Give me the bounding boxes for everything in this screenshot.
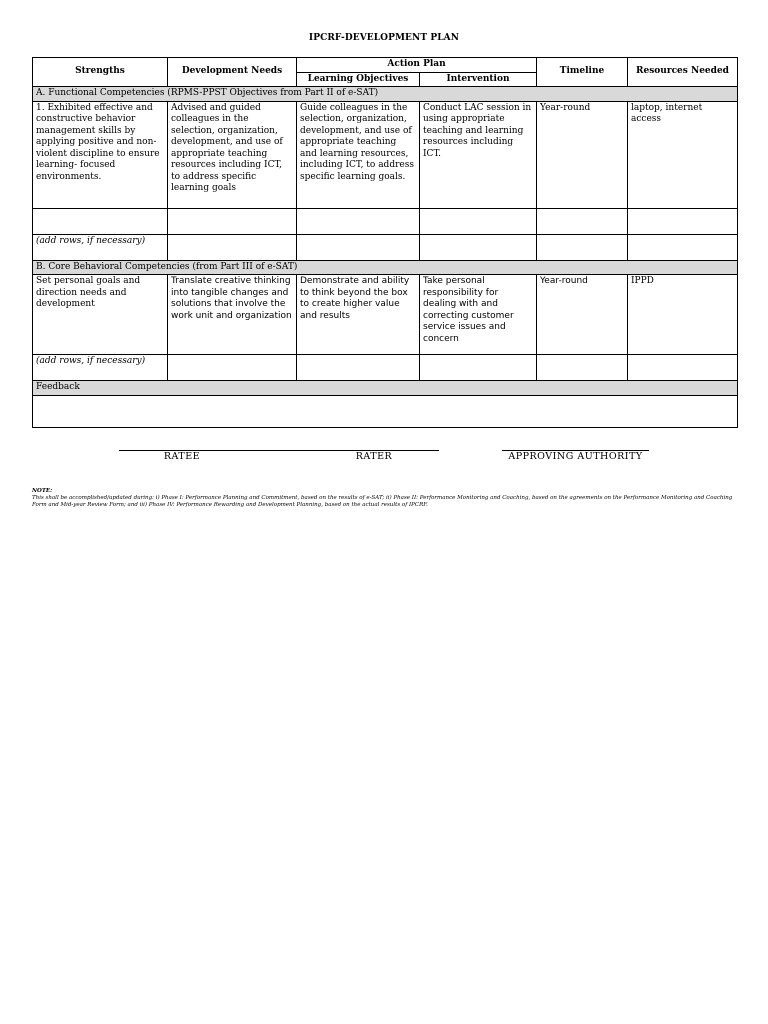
cell-resources-needed: IPPD	[628, 275, 738, 355]
table-row-add	[33, 234, 738, 260]
section-a-label: A. Functional Competencies (RPMS-PPST Objectives from Part II of e-SAT)	[33, 87, 738, 102]
header-timeline: Timeline	[537, 58, 628, 87]
feedback-label: Feedback	[33, 381, 738, 396]
note-text: This shall be accomplished/updated during: i) Phase I: Performance Planning and Commitment, based on the results of e-SAT; ii) Phase II: Performance Monitoring and Coaching, based on the agreements on the Performance Monitoring and Coaching Form and Mid-year Review Form; and iii) Phase IV: Performance Rewarding and Development Planning, based on the actual results of IPCRF.	[32, 495, 733, 508]
header-resources-needed: Resources Needed	[628, 58, 738, 87]
cell-intervention: Take personal responsibility for dealing with and correcting customer service issues and concern	[420, 275, 537, 355]
development-plan-table	[32, 57, 738, 428]
table-row-empty	[33, 208, 738, 234]
note-label: NOTE:	[32, 488, 53, 494]
section-b-label: B. Core Behavioral Competencies (from Part III of e-SAT)	[33, 260, 738, 275]
footnote	[32, 488, 737, 509]
header-intervention: Intervention	[420, 72, 537, 87]
cell-development-needs: Translate creative thinking into tangible changes and solutions that involve the work unit and organization	[168, 275, 297, 355]
table-row	[33, 101, 738, 208]
signature-ratee: RATEE	[163, 451, 201, 462]
cell-development-needs: Advised and guided colleagues in the selection, organization, development, and use of appropriate teaching resources including ICT, to address specific learning goals	[168, 101, 297, 208]
page-title: IPCRF-DEVELOPMENT PLAN	[308, 33, 460, 43]
cell-learning-objectives: Demonstrate and ability to think beyond the box to create higher value and results	[297, 275, 420, 355]
add-rows-note: (add rows, if necessary)	[33, 355, 168, 381]
signature-approving-authority: APPROVING AUTHORITY	[508, 451, 643, 462]
signature-rater: RATER	[355, 451, 393, 462]
header-action-plan: Action Plan	[297, 58, 537, 73]
header-strengths: Strengths	[33, 58, 168, 87]
cell-resources-needed: laptop, internet access	[628, 101, 738, 208]
header-development-needs: Development Needs	[168, 58, 297, 87]
cell-strengths: Set personal goals and direction needs and development	[33, 275, 168, 355]
add-rows-note: (add rows, if necessary)	[33, 234, 168, 260]
cell-timeline: Year-round	[537, 101, 628, 208]
cell-intervention: Conduct LAC session in using appropriate teaching and learning resources including ICT.	[420, 101, 537, 208]
table-row	[33, 275, 738, 355]
header-learning-objectives: Learning Objectives	[297, 72, 420, 87]
cell-strengths: 1. Exhibited effective and constructive behavior management skills by applying positive and non-violent discipline to ensure learning- focused environments.	[33, 101, 168, 208]
cell-learning-objectives: Guide colleagues in the selection, organization, development, and use of appropriate teaching and learning resources, including ICT, to address specific learning goals.	[297, 101, 420, 208]
table-row-add	[33, 355, 738, 381]
feedback-content	[33, 395, 738, 427]
cell-timeline: Year-round	[537, 275, 628, 355]
